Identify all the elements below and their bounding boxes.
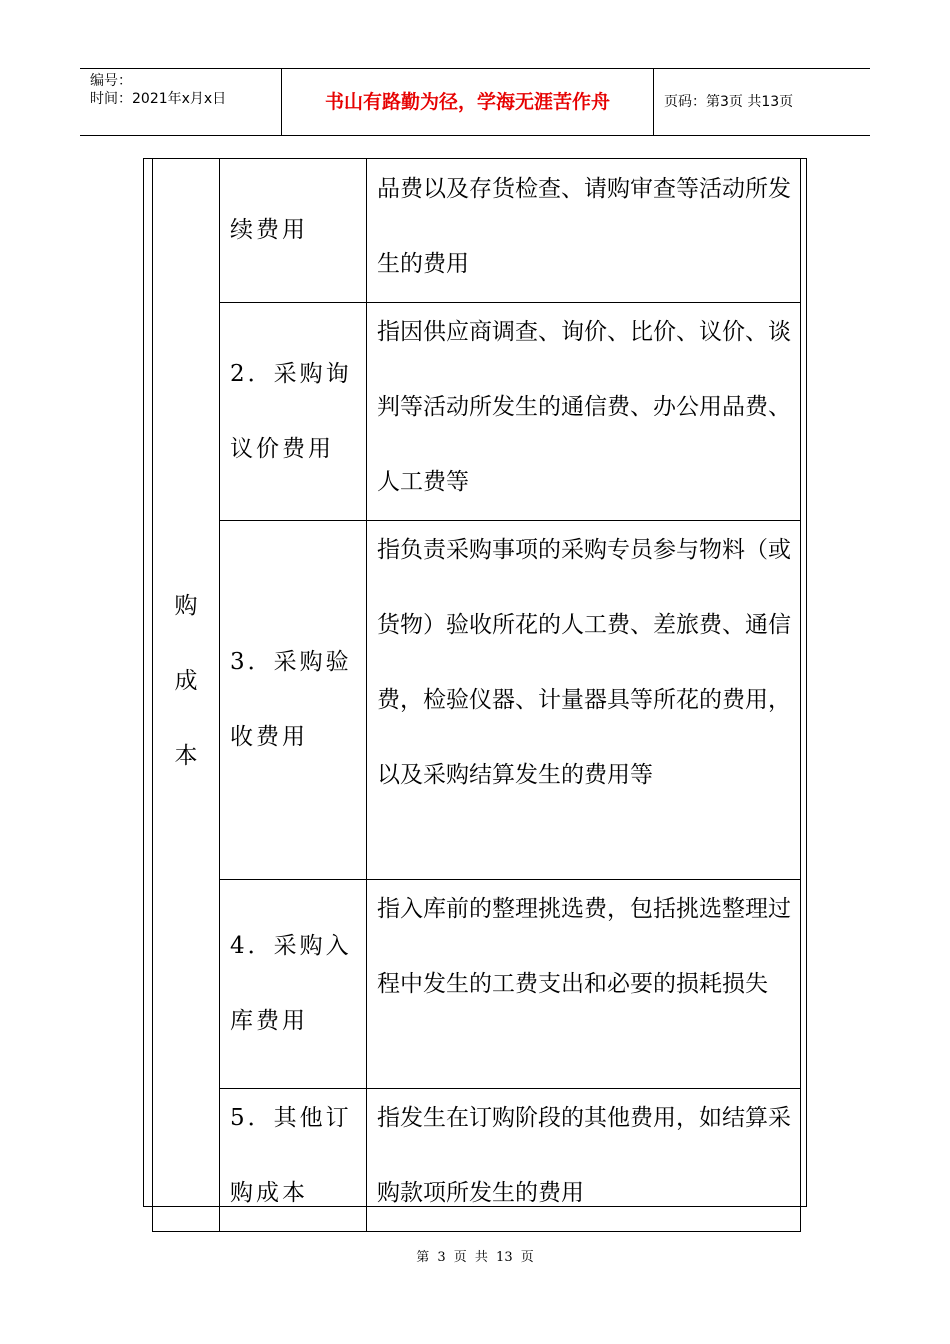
row-label: 5．其他订购成本 [230,1105,352,1206]
page-header [80,68,870,136]
document-number-label: 编号： [90,73,132,89]
category-cell [153,159,220,1232]
row-desc-cell [367,159,801,303]
table-row [153,1089,801,1232]
table-row [153,521,801,880]
row-desc: 品费以及存货检查、请购审查等活动所发生的费用 [377,176,791,277]
category-char: 购 [174,593,198,619]
row-desc-cell [367,521,801,880]
row-label-cell [220,159,367,303]
table-row [153,159,801,303]
category-char: 本 [174,743,198,769]
row-label-cell [220,521,367,880]
row-label-cell [220,880,367,1089]
page-footer: 第 3 页 共 13 页 [416,1250,534,1265]
row-desc-cell [367,880,801,1089]
table-row [153,303,801,521]
row-desc-cell [367,1089,801,1232]
cost-table [152,158,801,1232]
table-row [153,880,801,1089]
row-label: 续费用 [230,217,308,243]
row-desc: 指入库前的整理挑选费，包括挑选整理过程中发生的工费支出和必要的损耗损失 [377,896,791,997]
row-label-cell [220,1089,367,1232]
row-desc: 指因供应商调查、询价、比价、议价、谈判等活动所发生的通信费、办公用品费、人工费等 [377,319,791,495]
row-label-cell [220,303,367,521]
row-label: 3．采购验收费用 [230,649,352,750]
row-label: 4．采购入库费用 [230,933,352,1034]
row-desc: 指负责采购事项的采购专员参与物料（或货物）验收所花的人工费、差旅费、通信费，检验仪器、计量器具等所花的费用，以及采购结算发生的费用等 [377,537,791,788]
header-page-info: 页码：第3页 共13页 [664,94,794,110]
row-desc: 指发生在订购阶段的其他费用，如结算采购款项所发生的费用 [377,1105,791,1206]
row-desc-cell [367,303,801,521]
row-label: 2．采购询议价费用 [230,360,352,462]
category-char: 成 [174,668,198,694]
header-meta [80,69,282,135]
document-date: 时间：2021年x月x日 [90,91,227,107]
header-motto: 书山有路勤为径，学海无涯苦作舟 [282,69,654,135]
